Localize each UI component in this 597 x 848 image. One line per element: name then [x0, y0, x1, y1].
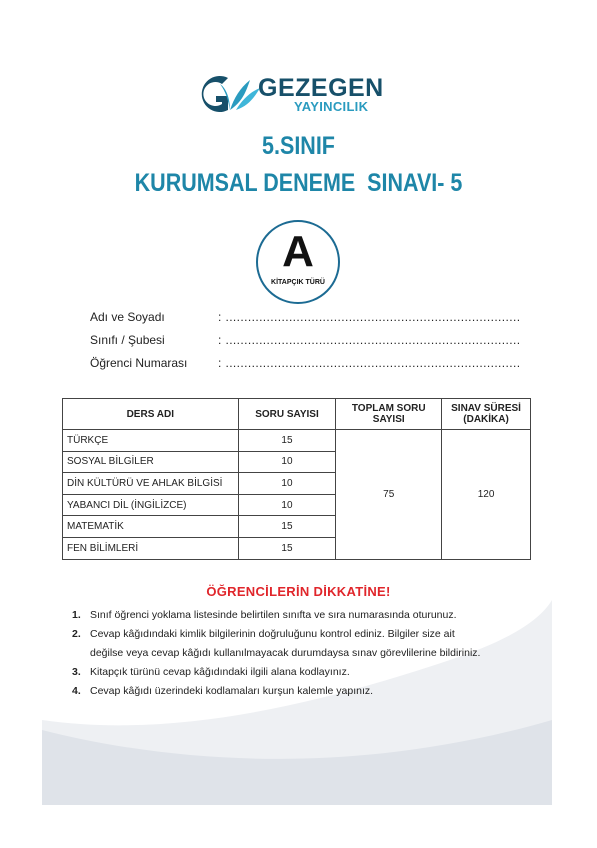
subject-cell: YABANCI DİL (İNGİLİZCE) — [63, 494, 239, 516]
instruction-text: Sınıf öğrenci yoklama listesinde belirtilen sınıfta ve sıra numarasında oturunuz. — [90, 609, 457, 621]
booklet-letter: A — [282, 227, 314, 276]
subject-cell: SOSYAL BİLGİLER — [63, 451, 239, 473]
class-label: Sınıfı / Şubesi — [90, 333, 165, 347]
subject-cell: MATEMATİK — [63, 516, 239, 538]
count-cell: 15 — [238, 430, 336, 452]
student-number-label: Öğrenci Numarası — [90, 356, 188, 370]
grade-title: 5.SINIF — [262, 132, 335, 160]
header-total-questions: TOPLAM SORU SAYISI — [336, 399, 442, 430]
duration-cell: 120 — [442, 430, 531, 560]
count-cell: 15 — [238, 516, 336, 538]
booklet-label: KİTAPÇIK TÜRÜ — [271, 279, 325, 286]
count-cell: 10 — [238, 473, 336, 495]
instruction-text: Kitapçık türünü cevap kâğıdındaki ilgili alana kodlayınız. — [90, 666, 350, 678]
subject-cell: DİN KÜLTÜRÜ VE AHLAK BİLGİSİ — [63, 473, 239, 495]
instruction-number: 3. — [72, 666, 81, 678]
header-duration: SINAV SÜRESİ (DAKİKA) — [442, 399, 531, 430]
exam-title: KURUMSAL DENEME SINAVI- 5 — [134, 169, 463, 197]
student-number-field[interactable]: : ............................................................................... — [218, 356, 521, 370]
instruction-item — [72, 682, 532, 701]
class-field[interactable]: : ............................................................................... — [218, 333, 521, 347]
instruction-number: 2. — [72, 628, 81, 640]
table-row — [63, 430, 531, 452]
instruction-text: Cevap kâğıdındaki kimlik bilgilerinin doğruluğunu kontrol ediniz. Bilgiler size ait — [90, 628, 455, 640]
brand-name: GEZEGEN — [258, 74, 384, 102]
count-cell: 10 — [238, 494, 336, 516]
notice-title: ÖĞRENCİLERİN DİKKATİNE! — [206, 584, 391, 599]
instruction-text: Cevap kâğıdı üzerindeki kodlamaları kurşun kalemle yapınız. — [90, 685, 374, 697]
count-cell: 15 — [238, 537, 336, 559]
brand-subtitle: YAYINCILIK — [294, 99, 369, 114]
gezegen-logo-icon — [190, 70, 262, 116]
brand-logo — [190, 70, 420, 120]
instruction-number: 4. — [72, 685, 81, 697]
instruction-text-continued: değilse veya cevap kâğıdı kullanılmayacak durumdaysa sınav görevlilerine bildiriniz. — [90, 647, 481, 659]
instruction-item — [72, 663, 532, 682]
table-header-row — [63, 399, 531, 430]
name-field[interactable]: : ............................................................................... — [218, 310, 521, 324]
header-subject: DERS ADI — [63, 399, 239, 430]
instruction-number: 1. — [72, 609, 81, 621]
name-label: Adı ve Soyadı — [90, 310, 165, 324]
instruction-item — [72, 606, 532, 625]
lessons-table — [62, 398, 531, 560]
header-question-count: SORU SAYISI — [238, 399, 336, 430]
instruction-item — [72, 625, 532, 663]
subject-cell: TÜRKÇE — [63, 430, 239, 452]
subject-cell: FEN BİLİMLERİ — [63, 537, 239, 559]
total-cell: 75 — [336, 430, 442, 560]
booklet-type-badge — [256, 220, 340, 304]
count-cell: 10 — [238, 451, 336, 473]
